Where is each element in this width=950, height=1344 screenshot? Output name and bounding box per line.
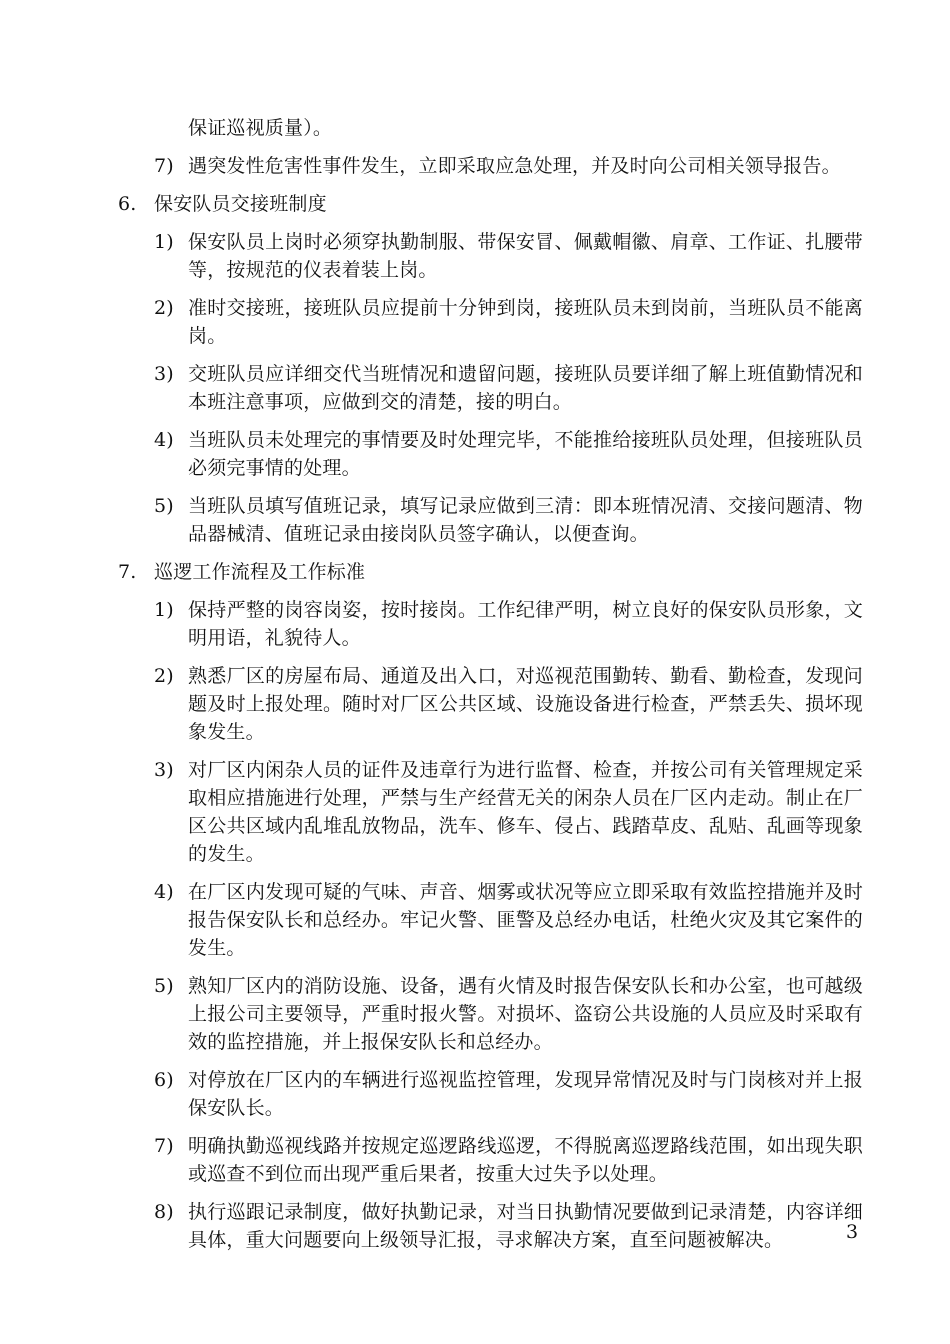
item-number: 1) [154,231,174,253]
item-number: 3) [154,363,174,385]
item-text: 准时交接班，接班队员应提前十分钟到岗，接班队员未到岗前，当班队员不能离岗。 [188,297,863,347]
list-item [154,294,863,350]
list-item [154,756,863,868]
item-text: 在厂区内发现可疑的气味、声音、烟雾或状况等应立即采取有效监控措施并及时报告保安队长和总经办。牢记火警、匪警及总经办电话，杜绝火灾及其它案件的发生。 [188,881,863,959]
item-number: 2) [154,297,174,319]
item-text: 当班队员未处理完的事情要及时处理完毕，不能推给接班队员处理，但接班队员必须完事情的处理。 [188,429,863,479]
section-heading [118,190,863,218]
section-number: 6. [118,193,137,215]
list-item [154,1198,863,1254]
list-item [154,596,863,652]
item-number: 2) [154,665,174,687]
list-item [154,492,863,548]
document-body [118,114,863,1264]
list-item [154,972,863,1056]
item-text: 明确执勤巡视线路并按规定巡逻路线巡逻，不得脱离巡逻路线范围，如出现失职或巡查不到位而出现严重后果者，按重大过失予以处理。 [188,1135,863,1185]
item-text: 对厂区内闲杂人员的证件及违章行为进行监督、检查，并按公司有关管理规定采取相应措施进行处理，严禁与生产经营无关的闲杂人员在厂区内走动。制止在厂区公共区域内乱堆乱放物品，洗车、修车、侵占、践踏草皮、乱贴、乱画等现象的发生。 [188,759,863,865]
list-item [154,662,863,746]
item-text: 遇突发性危害性事件发生，立即采取应急处理，并及时向公司相关领导报告。 [188,155,841,177]
item-number: 8) [154,1201,174,1223]
list-item [154,878,863,962]
section-heading [118,558,863,586]
list-item [154,426,863,482]
page-number: 3 [846,1221,859,1243]
item-text: 保持严整的岗容岗姿，按时接岗。工作纪律严明，树立良好的保安队员形象，文明用语，礼貌待人。 [188,599,863,649]
list-item [154,228,863,284]
list-item [154,1066,863,1122]
item-text: 保安队员上岗时必须穿执勤制服、带保安冒、佩戴帽徽、肩章、工作证、扎腰带等，按规范的仪表着装上岗。 [188,231,863,281]
item-number: 1) [154,599,174,621]
item-number: 6) [154,1069,174,1091]
item-number: 4) [154,881,174,903]
pre-item-list [118,152,863,180]
list-item [154,360,863,416]
item-text: 熟知厂区内的消防设施、设备，遇有火情及时报告保安队长和办公室，也可越级上报公司主要领导，严重时报火警。对损坏、盗窃公共设施的人员应及时采取有效的监控措施，并上报保安队长和总经办。 [188,975,863,1053]
item-text: 当班队员填写值班记录，填写记录应做到三清：即本班情况清、交接问题清、物品器械清、值班记录由接岗队员签字确认，以便查询。 [188,495,863,545]
item-text: 执行巡跟记录制度，做好执勤记录，对当日执勤情况要做到记录清楚，内容详细具体，重大问题要向上级领导汇报，寻求解决方案，直至问题被解决。 [188,1201,863,1251]
item-number: 5) [154,495,174,517]
list-item [154,152,863,180]
section-title: 巡逻工作流程及工作标准 [154,561,366,583]
item-number: 7) [154,155,174,177]
item-number: 5) [154,975,174,997]
list-item [154,1132,863,1188]
item-text: 熟悉厂区的房屋布局、通道及出入口，对巡视范围勤转、勤看、勤检查，发现问题及时上报处理。随时对厂区公共区域、设施设备进行检查，严禁丢失、损坏现象发生。 [188,665,863,743]
section-number: 7. [118,561,137,583]
item-number: 7) [154,1135,174,1157]
item-text: 对停放在厂区内的车辆进行巡视监控管理，发现异常情况及时与门岗核对并上报保安队长。 [188,1069,863,1119]
section-list [118,190,863,1254]
item-number: 3) [154,759,174,781]
section-title: 保安队员交接班制度 [154,193,327,215]
item-text: 交班队员应详细交代当班情况和遗留问题，接班队员要详细了解上班值勤情况和本班注意事项，应做到交的清楚，接的明白。 [188,363,863,413]
continuation-text: 保证巡视质量）。 [188,117,333,139]
item-number: 4) [154,429,174,451]
